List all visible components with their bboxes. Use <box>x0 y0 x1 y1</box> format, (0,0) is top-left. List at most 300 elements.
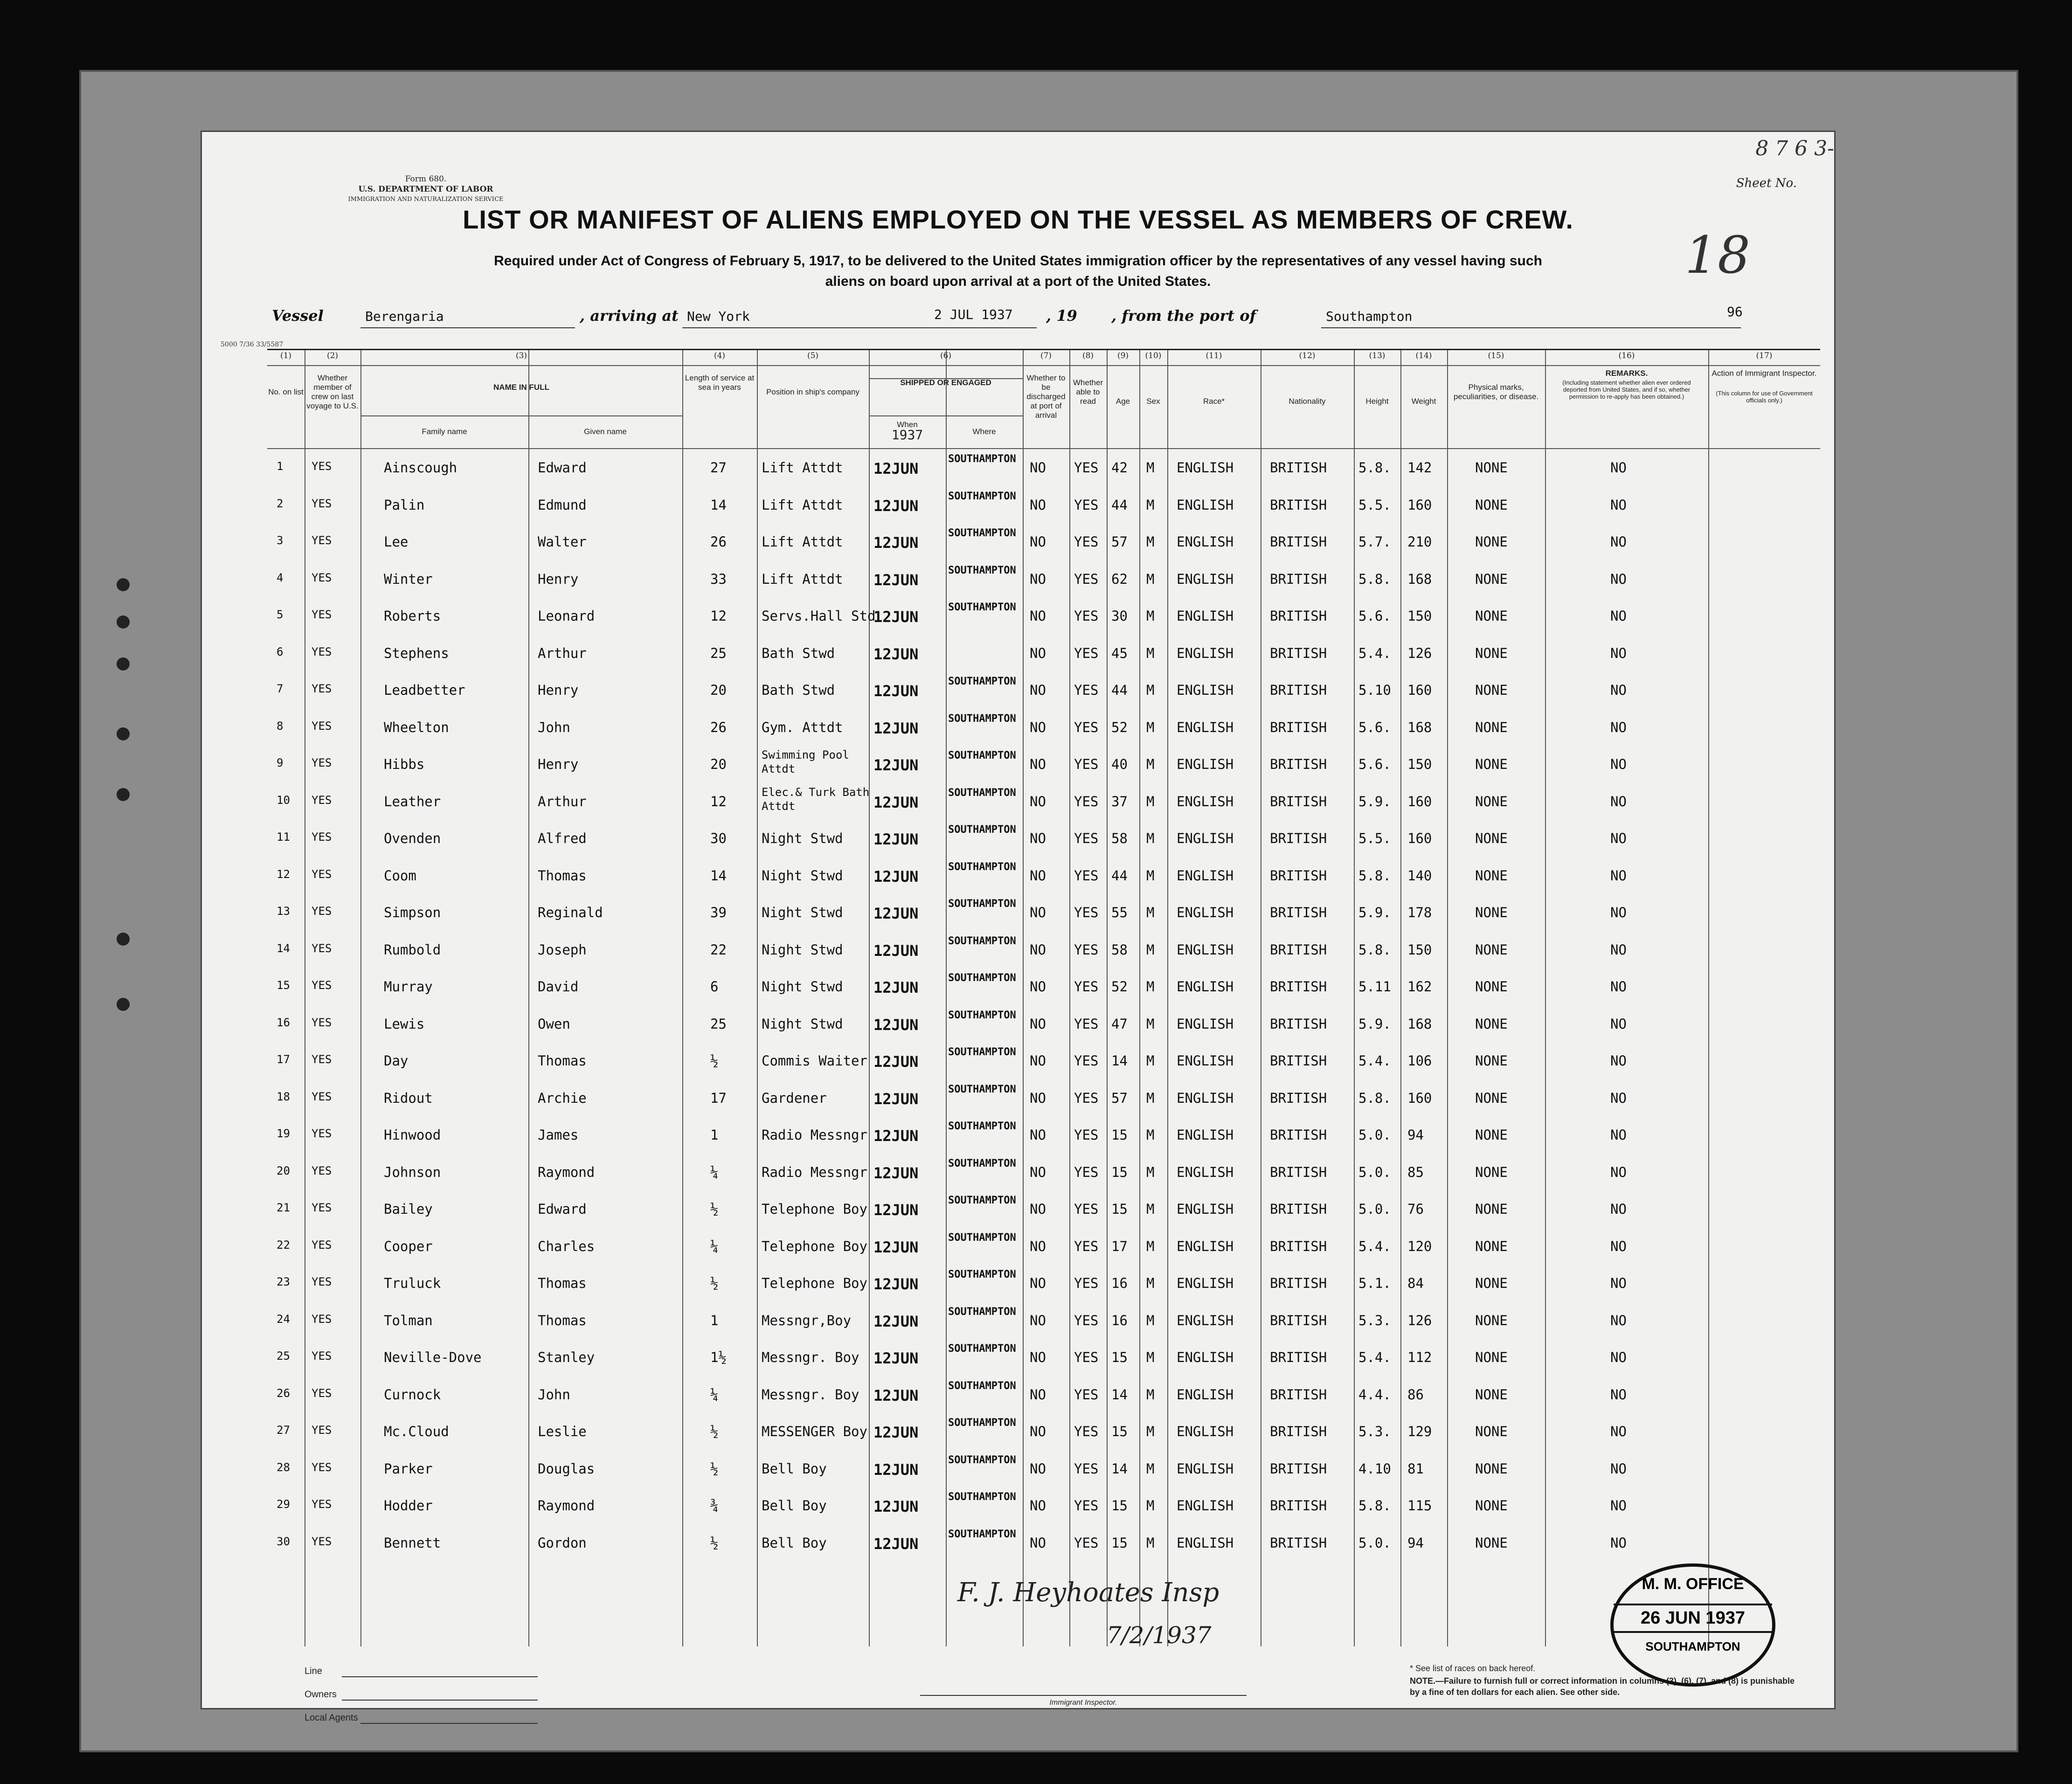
weight-cell: 210 <box>1407 534 1432 550</box>
nationality-cell: BRITISH <box>1270 571 1327 587</box>
height-cell: 5.8. <box>1358 1498 1391 1514</box>
discharged-cell: NO <box>1030 1349 1046 1365</box>
departure-port: Southampton <box>1326 309 1413 324</box>
col-header-remarks-note: (Including statement whether alien ever ordered deported from United States, and if so, whether permission to re-apply has been obtained.) <box>1562 379 1691 400</box>
row-number: 25 <box>277 1349 290 1362</box>
weight-cell: 106 <box>1407 1053 1432 1069</box>
row-number: 6 <box>277 645 284 658</box>
height-cell: 5.0. <box>1358 1127 1391 1143</box>
family-name-cell: Murray <box>384 979 433 995</box>
discharged-cell: NO <box>1030 571 1046 587</box>
family-name-cell: Roberts <box>384 608 441 624</box>
given-name-cell: Stanley <box>538 1349 595 1365</box>
remarks-cell: NO <box>1610 1349 1627 1365</box>
service-years-cell: 14 <box>710 497 727 513</box>
row-number: 26 <box>277 1386 290 1400</box>
physical-marks-cell: NONE <box>1475 905 1508 920</box>
height-cell: 5.6. <box>1358 756 1391 772</box>
sex-cell: M <box>1146 979 1155 995</box>
remarks-cell: NO <box>1610 497 1627 513</box>
height-cell: 5.6. <box>1358 608 1391 624</box>
nationality-cell: BRITISH <box>1270 1535 1327 1551</box>
remarks-cell: NO <box>1610 1275 1627 1291</box>
shipped-when-cell: 12JUN <box>873 1386 919 1404</box>
family-name-cell: Coom <box>384 867 416 884</box>
height-cell: 5.4. <box>1358 1238 1391 1254</box>
remarks-cell: NO <box>1610 571 1627 587</box>
service-label: IMMIGRATION AND NATURALIZATION SERVICE <box>348 196 504 203</box>
shipped-where-cell: SOUTHAMPTON <box>948 602 1016 613</box>
age-cell: 15 <box>1111 1201 1128 1217</box>
prev-voyage-cell: YES <box>312 905 332 918</box>
family-name-cell: Curnock <box>384 1386 441 1403</box>
shipped-where-cell: SOUTHAMPTON <box>948 527 1016 539</box>
row-number: 4 <box>277 571 284 584</box>
position-cell: Bell Boy <box>762 1535 827 1551</box>
given-name-cell: Henry <box>538 756 579 772</box>
discharged-cell: NO <box>1030 1201 1046 1217</box>
table-row <box>267 562 1820 599</box>
row-number: 3 <box>277 534 284 547</box>
remarks-cell: NO <box>1610 1201 1627 1217</box>
shipped-where-cell: SOUTHAMPTON <box>948 898 1016 910</box>
nationality-cell: BRITISH <box>1270 1127 1327 1143</box>
position-cell: Gym. Attdt <box>762 719 843 735</box>
able-to-read-cell: YES <box>1074 1053 1099 1069</box>
table-row <box>267 636 1820 673</box>
age-cell: 14 <box>1111 1386 1128 1403</box>
sex-cell: M <box>1146 571 1155 587</box>
given-name-cell: Raymond <box>538 1498 595 1514</box>
subtitle-line-2: aliens on board upon arrival at a port of the United States. <box>825 274 1211 289</box>
nationality-cell: BRITISH <box>1270 941 1327 958</box>
shipped-where-cell: SOUTHAMPTON <box>948 1269 1016 1280</box>
discharged-cell: NO <box>1030 1424 1046 1439</box>
table-row <box>267 450 1820 487</box>
position-cell: Night Stwd <box>762 830 843 846</box>
remarks-cell: NO <box>1610 1312 1627 1328</box>
position-cell: Lift Attdt <box>762 497 843 513</box>
physical-marks-cell: NONE <box>1475 1238 1508 1254</box>
shipped-when-cell: 12JUN <box>873 1238 919 1256</box>
family-name-cell: Ridout <box>384 1090 433 1106</box>
race-cell: ENGLISH <box>1177 905 1234 920</box>
given-name-cell: Arthur <box>538 793 587 809</box>
corner-marks: 8 7 6 3- <box>1755 137 1834 160</box>
prev-voyage-cell: YES <box>312 1312 332 1326</box>
shipped-where-cell: SOUTHAMPTON <box>948 1157 1016 1169</box>
nationality-cell: BRITISH <box>1270 1386 1327 1403</box>
prev-voyage-cell: YES <box>312 571 332 584</box>
age-cell: 15 <box>1111 1349 1128 1365</box>
family-name-cell: Wheelton <box>384 719 449 735</box>
height-cell: 5.3. <box>1358 1312 1391 1328</box>
row-number: 12 <box>277 867 290 881</box>
shipped-where-cell: SOUTHAMPTON <box>948 935 1016 947</box>
prev-voyage-cell: YES <box>312 608 332 621</box>
family-name-cell: Bennett <box>384 1535 441 1551</box>
weight-cell: 168 <box>1407 1016 1432 1032</box>
height-cell: 5.9. <box>1358 1016 1391 1032</box>
row-number: 7 <box>277 682 284 695</box>
age-cell: 47 <box>1111 1016 1128 1032</box>
nationality-cell: BRITISH <box>1270 460 1327 476</box>
table-row <box>267 1266 1820 1303</box>
discharged-cell: NO <box>1030 608 1046 624</box>
shipped-when-cell: 12JUN <box>873 941 919 960</box>
race-cell: ENGLISH <box>1177 1053 1234 1069</box>
weight-cell: 120 <box>1407 1238 1432 1254</box>
vessel-name: Berengaria <box>365 309 444 324</box>
service-years-cell: 25 <box>710 645 727 661</box>
table-row <box>267 1303 1820 1340</box>
nationality-cell: BRITISH <box>1270 905 1327 920</box>
position-cell: Messngr. Boy <box>762 1386 859 1403</box>
age-cell: 44 <box>1111 867 1128 884</box>
height-cell: 5.4. <box>1358 645 1391 661</box>
weight-cell: 150 <box>1407 941 1432 958</box>
remarks-cell: NO <box>1610 682 1627 698</box>
service-years-cell: ½ <box>710 1424 719 1439</box>
manifest-sheet <box>201 131 1836 1723</box>
able-to-read-cell: YES <box>1074 905 1099 920</box>
table-row <box>267 1414 1820 1451</box>
nationality-cell: BRITISH <box>1270 497 1327 513</box>
weight-cell: 160 <box>1407 682 1432 698</box>
position-cell: Commis Waiter <box>762 1053 867 1069</box>
race-cell: ENGLISH <box>1177 830 1234 846</box>
service-years-cell: ¼ <box>710 1386 719 1403</box>
race-cell: ENGLISH <box>1177 719 1234 735</box>
service-years-cell: 26 <box>710 534 727 550</box>
shipped-where-cell: SOUTHAMPTON <box>948 490 1016 502</box>
height-cell: 4.10 <box>1358 1460 1391 1477</box>
binder-hole <box>117 933 130 946</box>
able-to-read-cell: YES <box>1074 1349 1099 1365</box>
position-cell: Swimming Pool Attdt <box>762 748 849 775</box>
column-number: (14) <box>1415 351 1432 360</box>
column-number: (15) <box>1488 351 1504 360</box>
service-years-cell: 6 <box>710 979 719 995</box>
position-cell: Night Stwd <box>762 979 843 995</box>
physical-marks-cell: NONE <box>1475 793 1508 809</box>
shipped-when-cell: 12JUN <box>873 497 919 515</box>
discharged-cell: NO <box>1030 460 1046 476</box>
physical-marks-cell: NONE <box>1475 830 1508 846</box>
service-years-cell: 25 <box>710 1016 727 1032</box>
race-cell: ENGLISH <box>1177 1090 1234 1106</box>
prev-voyage-cell: YES <box>312 682 332 695</box>
age-cell: 52 <box>1111 979 1128 995</box>
shipped-when-cell: 12JUN <box>873 571 919 589</box>
shipped-when-cell: 12JUN <box>873 1201 919 1219</box>
prev-voyage-cell: YES <box>312 1498 332 1511</box>
service-years-cell: 30 <box>710 830 727 846</box>
shipped-when-cell: 12JUN <box>873 1535 919 1553</box>
age-cell: 40 <box>1111 756 1128 772</box>
position-cell: Bell Boy <box>762 1460 827 1477</box>
height-cell: 5.3. <box>1358 1424 1391 1439</box>
row-number: 8 <box>277 719 284 733</box>
age-cell: 15 <box>1111 1424 1128 1439</box>
weight-cell: 94 <box>1407 1127 1424 1143</box>
remarks-cell: NO <box>1610 1535 1627 1551</box>
col-header-shipped: SHIPPED OR ENGAGED <box>900 378 991 387</box>
year-label: , 19 <box>1046 307 1077 325</box>
subtitle-line-1: Required under Act of Congress of February 5, 1917, to be delivered to the United States immigration officer by the representatives of any vessel having such <box>494 253 1542 269</box>
given-name-cell: James <box>538 1127 579 1143</box>
sex-cell: M <box>1146 1460 1155 1477</box>
table-row <box>267 599 1820 636</box>
position-cell: Radio Messngr <box>762 1164 867 1180</box>
weight-cell: 129 <box>1407 1424 1432 1439</box>
discharged-cell: NO <box>1030 1238 1046 1254</box>
shipped-where-cell: SOUTHAMPTON <box>948 861 1016 873</box>
table-row <box>267 488 1820 525</box>
physical-marks-cell: NONE <box>1475 1460 1508 1477</box>
col-header-where: Where <box>972 427 996 436</box>
column-number: (8) <box>1082 351 1094 360</box>
family-name-cell: Leadbetter <box>384 682 465 698</box>
inspector-label: Immigrant Inspector. <box>1049 1699 1117 1707</box>
remarks-cell: NO <box>1610 941 1627 958</box>
weight-cell: 140 <box>1407 867 1432 884</box>
height-cell: 5.6. <box>1358 719 1391 735</box>
physical-marks-cell: NONE <box>1475 571 1508 587</box>
nationality-cell: BRITISH <box>1270 1275 1327 1291</box>
family-name-cell: Tolman <box>384 1312 433 1328</box>
shipped-when-cell: 12JUN <box>873 905 919 922</box>
shipped-when-cell: 12JUN <box>873 460 919 477</box>
age-cell: 57 <box>1111 1090 1128 1106</box>
race-cell: ENGLISH <box>1177 682 1234 698</box>
height-cell: 5.10 <box>1358 682 1391 698</box>
race-cell: ENGLISH <box>1177 1460 1234 1477</box>
discharged-cell: NO <box>1030 682 1046 698</box>
weight-cell: 84 <box>1407 1275 1424 1291</box>
discharged-cell: NO <box>1030 1498 1046 1514</box>
binder-hole <box>117 657 130 671</box>
height-cell: 5.8. <box>1358 460 1391 476</box>
column-number: (13) <box>1369 351 1386 360</box>
able-to-read-cell: YES <box>1074 1386 1099 1403</box>
physical-marks-cell: NONE <box>1475 1164 1508 1180</box>
sex-cell: M <box>1146 1424 1155 1439</box>
sex-cell: M <box>1146 830 1155 846</box>
remarks-cell: NO <box>1610 905 1627 920</box>
able-to-read-cell: YES <box>1074 1498 1099 1514</box>
shipped-when-cell: 12JUN <box>873 1349 919 1367</box>
discharged-cell: NO <box>1030 941 1046 958</box>
physical-marks-cell: NONE <box>1475 867 1508 884</box>
row-number: 2 <box>277 497 284 510</box>
row-number: 24 <box>277 1312 290 1326</box>
nationality-cell: BRITISH <box>1270 979 1327 995</box>
position-cell: Night Stwd <box>762 941 843 958</box>
binder-hole <box>117 727 130 740</box>
position-cell: Night Stwd <box>762 1016 843 1032</box>
given-name-cell: Edmund <box>538 497 587 513</box>
table-row <box>267 1044 1820 1080</box>
stamp-date: 26 JUN 1937 <box>1614 1604 1772 1633</box>
stamp-port: SOUTHAMPTON <box>1645 1639 1740 1653</box>
given-name-cell: Reginald <box>538 905 603 920</box>
nationality-cell: BRITISH <box>1270 1424 1327 1439</box>
row-number: 10 <box>277 793 290 807</box>
able-to-read-cell: YES <box>1074 497 1099 513</box>
given-name-cell: Archie <box>538 1090 587 1106</box>
given-name-cell: Thomas <box>538 1312 587 1328</box>
row-number: 16 <box>277 1016 290 1029</box>
shipped-where-cell: SOUTHAMPTON <box>948 676 1016 687</box>
age-cell: 57 <box>1111 534 1128 550</box>
prev-voyage-cell: YES <box>312 1535 332 1548</box>
service-years-cell: 39 <box>710 905 727 920</box>
age-cell: 30 <box>1111 608 1128 624</box>
nationality-cell: BRITISH <box>1270 830 1327 846</box>
shipped-where-cell: SOUTHAMPTON <box>948 1417 1016 1429</box>
able-to-read-cell: YES <box>1074 1164 1099 1180</box>
sex-cell: M <box>1146 1016 1155 1032</box>
height-cell: 5.8. <box>1358 941 1391 958</box>
race-cell: ENGLISH <box>1177 1498 1234 1514</box>
table-row <box>267 933 1820 969</box>
able-to-read-cell: YES <box>1074 941 1099 958</box>
service-years-cell: ¼ <box>710 1238 719 1254</box>
discharged-cell: NO <box>1030 830 1046 846</box>
col-header-action-note: (This column for use of Government officials only.) <box>1716 390 1813 404</box>
family-name-cell: Hibbs <box>384 756 425 772</box>
nationality-cell: BRITISH <box>1270 608 1327 624</box>
family-name-cell: Day <box>384 1053 409 1069</box>
shipped-where-cell: SOUTHAMPTON <box>948 972 1016 984</box>
remarks-cell: NO <box>1610 1424 1627 1439</box>
shipped-when-cell: 12JUN <box>873 1127 919 1145</box>
column-number: (1) <box>280 351 292 360</box>
physical-marks-cell: NONE <box>1475 645 1508 661</box>
able-to-read-cell: YES <box>1074 571 1099 587</box>
table-row <box>267 969 1820 1006</box>
row-number: 5 <box>277 608 284 621</box>
remarks-cell: NO <box>1610 1090 1627 1106</box>
physical-marks-cell: NONE <box>1475 682 1508 698</box>
race-cell: ENGLISH <box>1177 460 1234 476</box>
remarks-cell: NO <box>1610 719 1627 735</box>
prev-voyage-cell: YES <box>312 460 332 473</box>
weight-cell: 76 <box>1407 1201 1424 1217</box>
prev-voyage-cell: YES <box>312 1386 332 1400</box>
nationality-cell: BRITISH <box>1270 1164 1327 1180</box>
inspector-signature: F. J. Heyhoates Insp <box>957 1577 1220 1608</box>
col-header-remarks: REMARKS. <box>1605 369 1648 378</box>
shipped-when-cell: 12JUN <box>873 1460 919 1479</box>
sex-cell: M <box>1146 1349 1155 1365</box>
physical-marks-cell: NONE <box>1475 460 1508 476</box>
physical-marks-cell: NONE <box>1475 1498 1508 1514</box>
discharged-cell: NO <box>1030 497 1046 513</box>
service-years-cell: 1 <box>710 1127 719 1143</box>
col-header-when: When <box>897 420 918 429</box>
shipped-where-cell: SOUTHAMPTON <box>948 453 1016 465</box>
sex-cell: M <box>1146 1201 1155 1217</box>
shipped-where-cell: SOUTHAMPTON <box>948 750 1016 761</box>
race-cell: ENGLISH <box>1177 571 1234 587</box>
remarks-cell: NO <box>1610 979 1627 995</box>
col-header-marks: Physical marks, peculiarities, or disease. <box>1453 383 1539 401</box>
shipped-where-cell: SOUTHAMPTON <box>948 1491 1016 1503</box>
sex-cell: M <box>1146 1164 1155 1180</box>
shipped-where-cell: SOUTHAMPTON <box>948 1528 1016 1540</box>
weight-cell: 160 <box>1407 793 1432 809</box>
binder-hole <box>117 788 130 801</box>
age-cell: 55 <box>1111 905 1128 920</box>
shipped-when-cell: 12JUN <box>873 1164 919 1182</box>
signature-date: 7/2/1937 <box>1107 1622 1212 1649</box>
remarks-cell: NO <box>1610 1053 1627 1069</box>
shipped-when-cell: 12JUN <box>873 830 919 848</box>
given-name-cell: John <box>538 719 570 735</box>
nationality-cell: BRITISH <box>1270 1238 1327 1254</box>
height-cell: 5.5. <box>1358 830 1391 846</box>
weight-cell: 112 <box>1407 1349 1432 1365</box>
arrival-port: New York <box>687 309 750 324</box>
height-cell: 5.0. <box>1358 1535 1391 1551</box>
age-cell: 15 <box>1111 1127 1128 1143</box>
sex-cell: M <box>1146 756 1155 772</box>
shipped-when-cell: 12JUN <box>873 682 919 700</box>
column-number: (5) <box>807 351 819 360</box>
remarks-cell: NO <box>1610 867 1627 884</box>
physical-marks-cell: NONE <box>1475 1090 1508 1106</box>
nationality-cell: BRITISH <box>1270 867 1327 884</box>
col-header-service: Length of service at sea in years <box>685 373 755 392</box>
race-cell: ENGLISH <box>1177 867 1234 884</box>
weight-cell: 168 <box>1407 571 1432 587</box>
able-to-read-cell: YES <box>1074 608 1099 624</box>
discharged-cell: NO <box>1030 1053 1046 1069</box>
discharged-cell: NO <box>1030 1275 1046 1291</box>
shipped-where-cell: SOUTHAMPTON <box>948 1120 1016 1132</box>
nationality-cell: BRITISH <box>1270 534 1327 550</box>
sex-cell: M <box>1146 1090 1155 1106</box>
remarks-cell: NO <box>1610 1127 1627 1143</box>
service-years-cell: 1½ <box>710 1349 727 1365</box>
sheet-number-label: Sheet No. <box>1736 176 1797 190</box>
race-cell: ENGLISH <box>1177 793 1234 809</box>
physical-marks-cell: NONE <box>1475 1053 1508 1069</box>
sex-cell: M <box>1146 1312 1155 1328</box>
family-name-cell: Hodder <box>384 1498 433 1514</box>
weight-cell: 94 <box>1407 1535 1424 1551</box>
given-name-cell: Owen <box>538 1016 570 1032</box>
family-name-cell: Simpson <box>384 905 441 920</box>
remarks-cell: NO <box>1610 1238 1627 1254</box>
height-cell: 5.9. <box>1358 793 1391 809</box>
height-cell: 5.8. <box>1358 1090 1391 1106</box>
shipped-where-cell: SOUTHAMPTON <box>948 1195 1016 1206</box>
remarks-cell: NO <box>1610 645 1627 661</box>
given-name-cell: John <box>538 1386 570 1403</box>
shipped-where-cell: SOUTHAMPTON <box>948 712 1016 725</box>
height-cell: 5.11 <box>1358 979 1391 995</box>
row-number: 11 <box>277 830 290 844</box>
sex-cell: M <box>1146 608 1155 624</box>
discharged-cell: NO <box>1030 1312 1046 1328</box>
height-cell: 5.0. <box>1358 1164 1391 1180</box>
prev-voyage-cell: YES <box>312 645 332 658</box>
sex-cell: M <box>1146 645 1155 661</box>
nationality-cell: BRITISH <box>1270 1498 1327 1514</box>
